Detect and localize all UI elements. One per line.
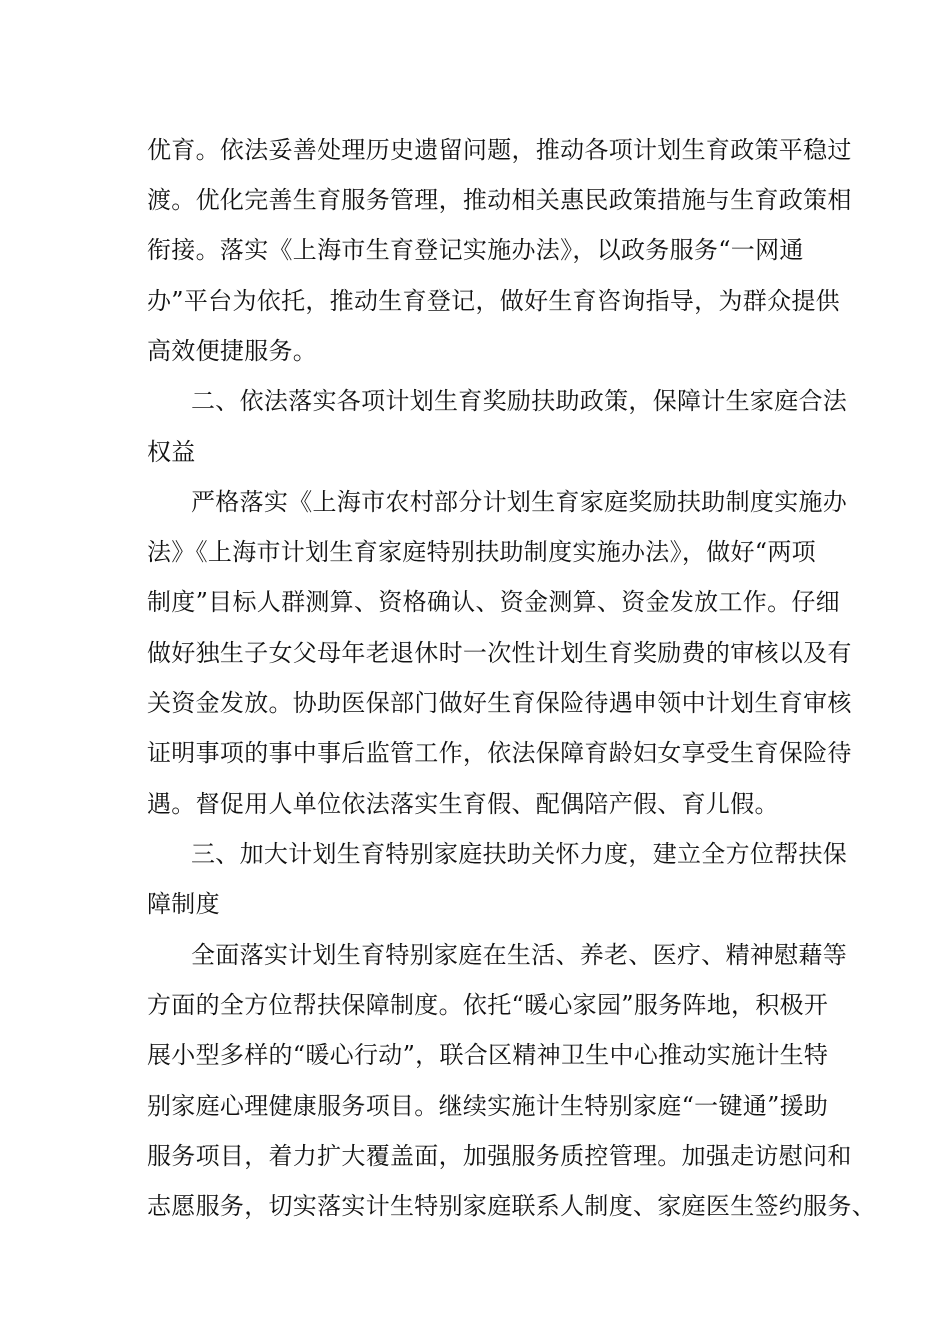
section-heading-continued: 权益 — [147, 438, 196, 466]
body-text-line: 全面落实计划生育特别家庭在生活、养老、医疗、精神慰藉等 — [191, 941, 848, 969]
body-text-line: 衔接。落实《上海市生育登记实施办法》，以政务服务“一网通 — [147, 236, 804, 264]
body-text-line: 优育。依法妥善处理历史遗留问题，推动各项计划生育政策平稳过 — [147, 136, 852, 164]
body-text-line: 遇。督促用人单位依法落实生育假、配偶陪产假、育儿假。 — [147, 790, 779, 818]
body-text-line: 证明事项的事中事后监管工作，依法保障育龄妇女享受生育保险待 — [147, 739, 852, 767]
body-text-line: 关资金发放。协助医保部门做好生育保险待遇申领中计划生育审核 — [147, 689, 852, 717]
section-heading: 二、依法落实各项计划生育奖励扶助政策，保障计生家庭合法 — [191, 387, 848, 415]
body-text-line: 方面的全方位帮扶保障制度。依托“暖心家园”服务阵地，积极开 — [147, 991, 829, 1019]
section-heading: 三、加大计划生育特别家庭扶助关怀力度，建立全方位帮扶保 — [191, 840, 848, 868]
body-text-line: 做好独生子女父母年老退休时一次性计划生育奖励费的审核以及有 — [147, 639, 852, 667]
body-text-line: 法》《上海市计划生育家庭特别扶助制度实施办法》，做好“两项 — [147, 538, 816, 566]
body-text-line: 高效便捷服务。 — [147, 337, 318, 365]
body-text-line: 展小型多样的“暖心行动”，联合区精神卫生中心推动实施计生特 — [147, 1041, 829, 1069]
body-text-line: 服务项目，着力扩大覆盖面，加强服务质控管理。加强走访慰问和 — [147, 1142, 852, 1170]
body-text-line: 志愿服务，切实落实计生特别家庭联系人制度、家庭医生签约服务、 — [147, 1192, 876, 1220]
body-text-line: 别家庭心理健康服务项目。继续实施计生特别家庭“一键通”援助 — [147, 1092, 829, 1120]
section-heading-continued: 障制度 — [147, 890, 220, 918]
body-text-line: 严格落实《上海市农村部分计划生育家庭奖励扶助制度实施办 — [191, 488, 848, 516]
body-text-line: 制度”目标人群测算、资格确认、资金测算、资金发放工作。仔细 — [147, 588, 840, 616]
body-text-line: 渡。优化完善生育服务管理，推动相关惠民政策措施与生育政策相 — [147, 186, 852, 214]
body-text-line: 办”平台为依托，推动生育登记，做好生育咨询指导，为群众提供 — [147, 287, 840, 315]
